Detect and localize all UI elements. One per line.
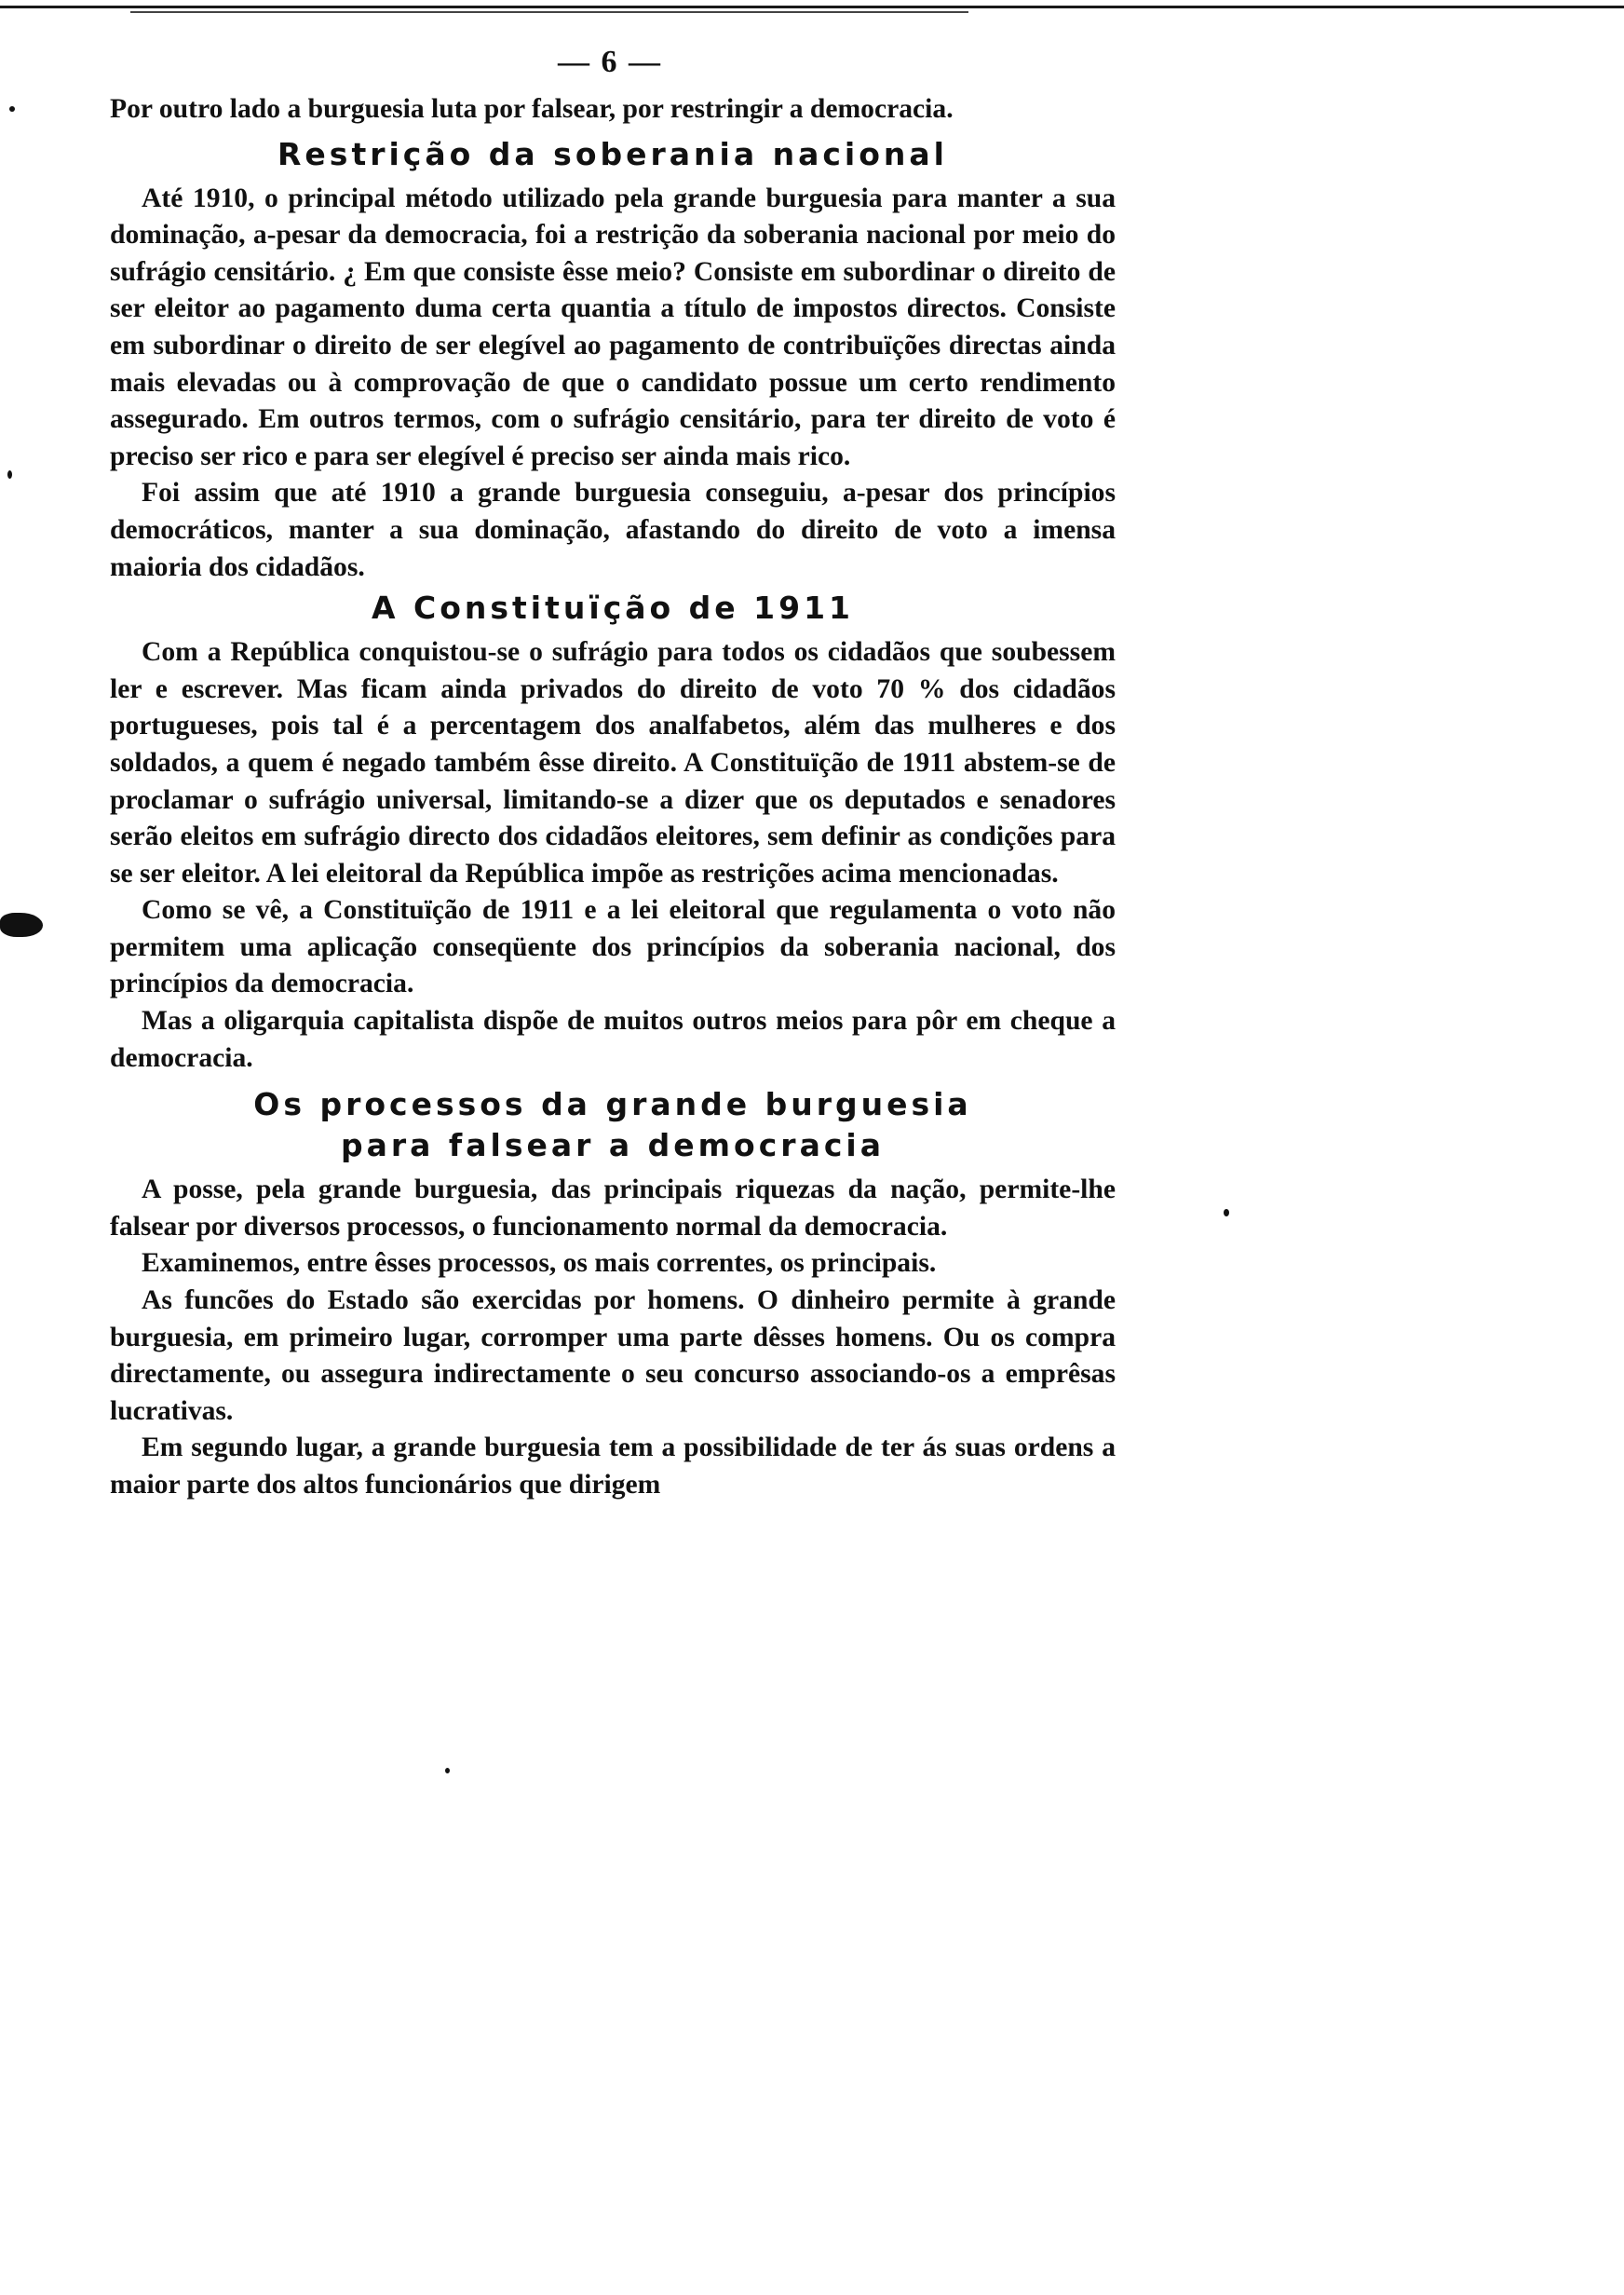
text-column: [110, 91, 1116, 1504]
body-paragraph: A posse, pela grande burguesia, das principais riquezas da nação, permite-lhe falsear por diversos processos, o funcionamento normal da democracia.: [110, 1175, 1116, 1242]
body-paragraph: Até 1910, o principal método utilizado pela grande burguesia para manter a sua dominação, a-pesar da democracia, foi a restrição da soberania nacional por meio do sufrágio censitário. ¿ Em que consiste êsse meio? Consiste em subordinar o direito de ser eleitor ao pagamento duma certa quantia a título de impostos directos. Consiste em subordinar o direito de ser elegível ao pagamento de contribuïções directas ainda mais elevadas ou à comprovação de que o candidato possue um certo rendimento assegurado. Em outros termos, com o sufrágio censitário, para ter direito de voto é preciso ser rico e para ser elegível é preciso ser ainda mais rico.: [110, 183, 1116, 471]
section-heading-constituicao: A Constituïção de 1911: [371, 590, 855, 627]
intro-paragraph: Por outro lado a burguesia luta por falsear, por restringir a democracia.: [110, 94, 954, 124]
page-top-edge-rule-inner: [130, 11, 968, 13]
section-heading-line: para falsear a democracia: [341, 1127, 885, 1164]
ink-speck: [9, 106, 15, 112]
margin-ink-blot: [0, 913, 43, 937]
body-paragraph: Com a República conquistou-se o sufrágio para todos os cidadãos que soubessem ler e escrever. Mas ficam ainda privados do direito de voto 70 % dos cidadãos portugueses, pois tal é a percentagem dos analfabetos, além das mulheres e dos soldados, a quem é negado também êsse direito. A Constituïção de 1911 abstem-se de proclamar o sufrágio universal, limitando-se a dizer que os deputados e senadores serão eleitos em sufrágio directo dos cidadãos eleitores, sem definir as condições para se ser eleitor. A lei eleitoral da República impõe as restrições acima mencionadas.: [110, 637, 1116, 889]
body-paragraph: As funcões do Estado são exercidas por homens. O dinheiro permite à grande burguesia, em primeiro lugar, corromper uma parte dêsses homens. Ou os compra directamente, ou assegura indirectamente o seu concurso associando-os a emprêsas lucrativas.: [110, 1285, 1116, 1426]
body-paragraph: Mas a oligarquia capitalista dispõe de muitos outros meios para pôr em cheque a democracia.: [110, 1006, 1116, 1073]
page-top-edge-rule: [0, 6, 1624, 8]
ink-speck: [445, 1768, 450, 1773]
section-heading-line: Os processos da grande burguesia: [253, 1086, 972, 1123]
ink-speck: [1224, 1209, 1229, 1216]
section-heading-processos: [110, 1084, 1116, 1166]
page-number: — 6 —: [558, 45, 662, 79]
body-paragraph-continued: Em segundo lugar, a grande burguesia tem a possibilidade de ter ás suas ordens a maior parte dos altos funcionários que dirigem: [110, 1433, 1116, 1500]
body-paragraph: Como se vê, a Constituïção de 1911 e a lei eleitoral que regulamenta o voto não permitem uma aplicação conseqüente dos princípios da soberania nacional, dos princípios da democracia.: [110, 895, 1116, 999]
body-paragraph: Examinemos, entre êsses processos, os mais correntes, os principais.: [142, 1248, 937, 1279]
ink-speck: [7, 470, 12, 479]
body-paragraph: Foi assim que até 1910 a grande burguesia conseguiu, a-pesar dos princípios democráticos, manter a sua dominação, afastando do direito de voto a imensa maioria dos cidadãos.: [110, 478, 1116, 582]
section-heading-restricao: Restrição da soberania nacional: [277, 135, 948, 172]
